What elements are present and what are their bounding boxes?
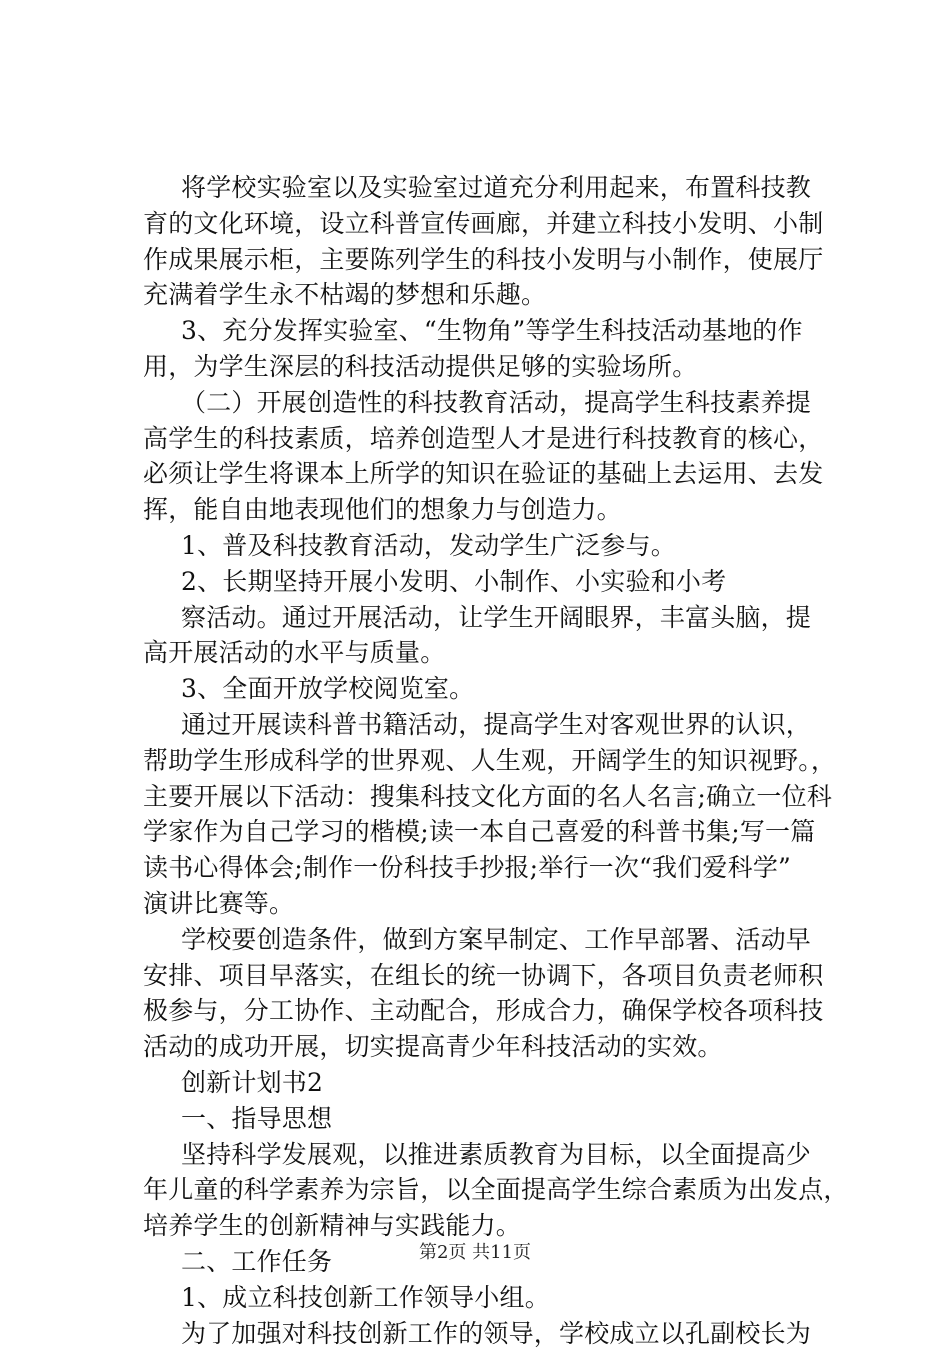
text-line: 3、充分发挥实验室、“生物角”等学生科技活动基地的作 xyxy=(143,313,833,349)
text-line: 帮助学生形成科学的世界观、人生观，开阔学生的知识视野。， xyxy=(143,743,833,779)
text-line: 年儿童的科学素养为宗旨，以全面提高学生综合素质为出发点， xyxy=(143,1172,833,1208)
text-line: 读书心得体会;制作一份科技手抄报;举行一次“我们爱科学” xyxy=(143,850,833,886)
text-line: 充满着学生永不枯竭的梦想和乐趣。 xyxy=(143,277,833,313)
text-line: 为了加强对科技创新工作的领导，学校成立以孔副校长为 xyxy=(143,1316,833,1351)
text-line: （二）开展创造性的科技教育活动，提高学生科技素养提 xyxy=(143,385,833,421)
text-line: 学家作为自己学习的楷模;读一本自己喜爱的科普书集;写一篇 xyxy=(143,814,833,850)
text-line: 1、成立科技创新工作领导小组。 xyxy=(143,1280,833,1316)
text-line: 通过开展读科普书籍活动，提高学生对客观世界的认识， xyxy=(143,707,833,743)
section-heading: 二、工作任务 xyxy=(143,1244,833,1280)
text-line: 培养学生的创新精神与实践能力。 xyxy=(143,1208,833,1244)
text-line: 活动的成功开展，切实提高青少年科技活动的实效。 xyxy=(143,1029,833,1065)
text-line: 1、普及科技教育活动，发动学生广泛参与。 xyxy=(143,528,833,564)
text-line: 察活动。通过开展活动，让学生开阔眼界，丰富头脑，提 xyxy=(143,600,833,636)
text-line: 极参与，分工协作、主动配合，形成合力，确保学校各项科技 xyxy=(143,993,833,1029)
text-line: 3、全面开放学校阅览室。 xyxy=(143,671,833,707)
text-line: 安排、项目早落实，在组长的统一协调下，各项目负责老师积 xyxy=(143,958,833,994)
text-line: 必须让学生将课本上所学的知识在验证的基础上去运用、去发 xyxy=(143,456,833,492)
document-body xyxy=(143,170,833,1351)
text-line: 2、长期坚持开展小发明、小制作、小实验和小考 xyxy=(143,564,833,600)
text-line: 坚持科学发展观，以推进素质教育为目标，以全面提高少 xyxy=(143,1137,833,1173)
text-line: 作成果展示柜，主要陈列学生的科技小发明与小制作，使展厅 xyxy=(143,242,833,278)
text-line: 主要开展以下活动：搜集科技文化方面的名人名言;确立一位科 xyxy=(143,779,833,815)
text-line: 高学生的科技素质，培养创造型人才是进行科技教育的核心， xyxy=(143,421,833,457)
section-title: 创新计划书2 xyxy=(143,1065,833,1101)
text-line: 将学校实验室以及实验室过道充分利用起来，布置科技教 xyxy=(143,170,833,206)
section-heading: 一、指导思想 xyxy=(143,1101,833,1137)
text-line: 挥，能自由地表现他们的想象力与创造力。 xyxy=(143,492,833,528)
text-line: 学校要创造条件，做到方案早制定、工作早部署、活动早 xyxy=(143,922,833,958)
page-number-footer: 第2页 共11页 xyxy=(0,1241,950,1265)
text-line: 演讲比赛等。 xyxy=(143,886,833,922)
text-line: 育的文化环境，设立科普宣传画廊，并建立科技小发明、小制 xyxy=(143,206,833,242)
text-line: 高开展活动的水平与质量。 xyxy=(143,635,833,671)
text-line: 用，为学生深层的科技活动提供足够的实验场所。 xyxy=(143,349,833,385)
